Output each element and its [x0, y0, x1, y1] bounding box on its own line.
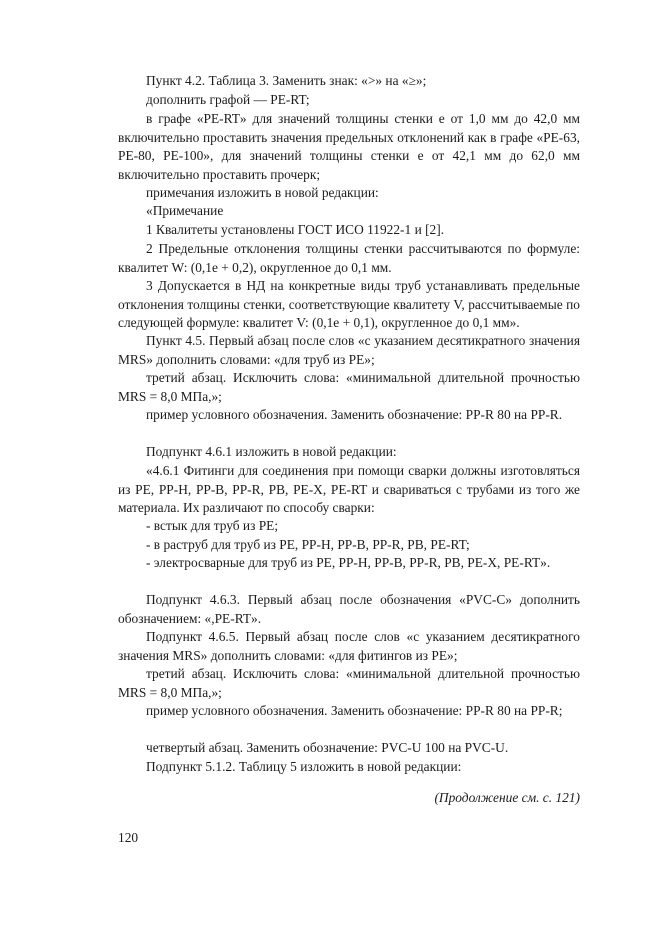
paragraph-9: Пункт 4.5. Первый абзац после слов «с указанием десятикратного значения MRS» дополнить словами: «для труб из PE»; — [118, 333, 580, 367]
paragraph-17: Подпункт 4.6.3. Первый абзац после обозначения «PVC-C» дополнить обозначением: «,PE-RT». — [118, 592, 580, 626]
paragraph-8: 3 Допускается в НД на конкретные виды труб устанавливать предельные отклонения толщины стенки, соответствующие квалитету V, рассчитываемые по следующей формуле: квалитет V: (0,1e + 0,1), округленное до 0,1 мм». — [118, 278, 580, 330]
page-number: 120 — [118, 830, 139, 845]
paragraph-2: дополнить графой — PE-RT; — [146, 92, 310, 107]
paragraph-22: Подпункт 5.1.2. Таблицу 5 изложить в новой редакции: — [146, 759, 462, 774]
paragraph-10: третий абзац. Исключить слова: «минимальной длительной прочностью MRS = 8,0 МПа,»; — [118, 370, 580, 404]
paragraph-5: «Примечание — [146, 203, 224, 218]
paragraph-6: 1 Квалитеты установлены ГОСТ ИСО 11922-1 и [2]. — [146, 222, 445, 237]
paragraph-3: в графе «PE-RT» для значений толщины стенки e от 1,0 мм до 42,0 мм включительно проставить значения предельных отклонений как в графе «PE-63, PE-80, PE-100», для значений толщины стенки e от 42,1 мм до 62,0 мм включительно проставить прочерк; — [118, 111, 580, 182]
paragraph-4: примечания изложить в новой редакции: — [146, 185, 379, 200]
paragraph-19: третий абзац. Исключить слова: «минимальной длительной прочностью MRS = 8,0 МПа,»; — [118, 666, 580, 700]
paragraph-15: - в раструб для труб из PE, PP-H, PP-B, PP-R, PB, PE-RT; — [146, 537, 470, 552]
paragraph-16: - электросварные для труб из PE, PP-H, PP-B, PP-R, PB, PE-X, PE-RT». — [146, 555, 551, 570]
continuation-note: (Продолжение см. с. 121) — [434, 790, 580, 805]
paragraph-14: - встык для труб из PE; — [146, 518, 279, 533]
paragraph-12: Подпункт 4.6.1 изложить в новой редакции: — [146, 444, 397, 459]
paragraph-18: Подпункт 4.6.5. Первый абзац после слов «с указанием десятикратного значения MRS» дополнить словами: «для фитингов из PE»; — [118, 629, 580, 663]
paragraph-1: Пункт 4.2. Таблица 3. Заменить знак: «>» на «≥»; — [146, 73, 427, 88]
paragraph-21: четвертый абзац. Заменить обозначение: PVC-U 100 на PVC-U. — [146, 740, 509, 755]
paragraph-13: «4.6.1 Фитинги для соединения при помощи сварки должны изготовляться из PE, PP-H, PP-B, PP-R, PB, PE-X, PE-RT и свариваться с трубами из того же материала. Их различают по способу сварки: — [118, 463, 580, 515]
paragraph-7: 2 Предельные отклонения толщины стенки рассчитываются по формуле: квалитет W: (0,1e + 0,2), округленное до 0,1 мм. — [118, 241, 580, 275]
paragraph-20: пример условного обозначения. Заменить обозначение: PP-R 80 на PP-R; — [146, 703, 563, 718]
paragraph-11: пример условного обозначения. Заменить обозначение: PP-R 80 на PP-R. — [146, 407, 563, 422]
